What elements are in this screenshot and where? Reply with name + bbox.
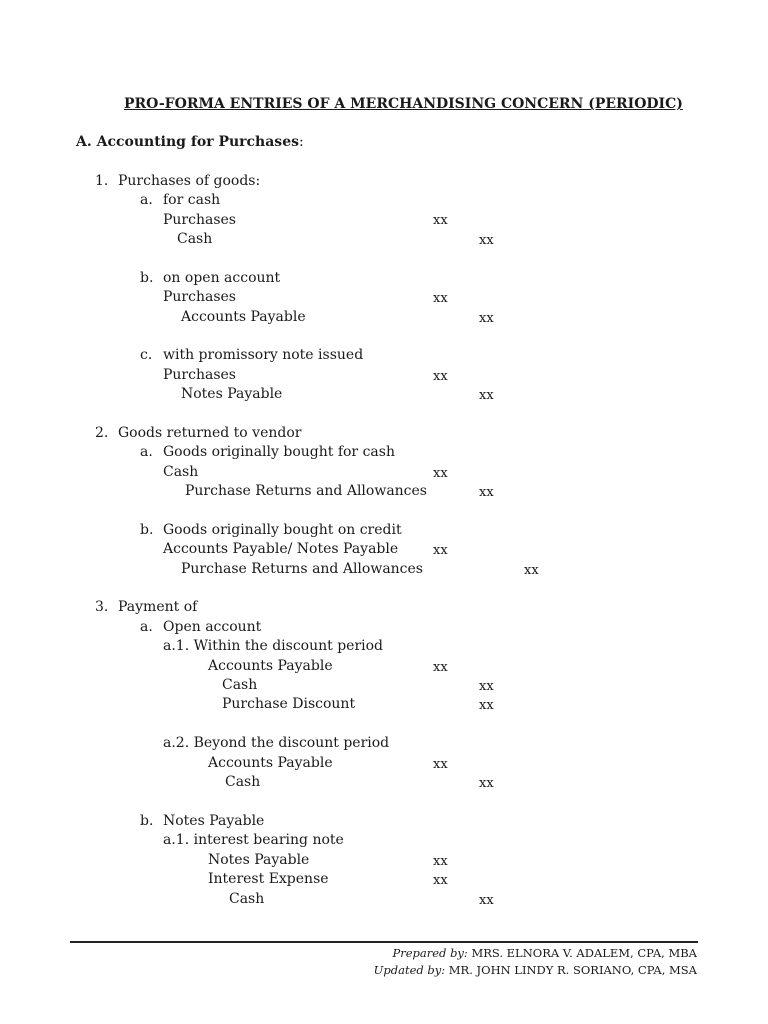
- section-a-colon: :: [298, 134, 304, 150]
- item-3a1-text: a.1. Within the discount period: [163, 638, 384, 654]
- item-1a-mark: a.: [140, 192, 153, 208]
- item-1-text: Purchases of goods:: [118, 173, 261, 189]
- item-3a1-credit-account-1: Cash: [222, 677, 258, 693]
- section-a-heading-text: A. Accounting for Purchases: [76, 134, 299, 150]
- item-3a1-credit-amount-1: xx: [479, 679, 494, 694]
- item-1-number: 1.: [95, 173, 109, 189]
- item-2b-credit-amount: xx: [524, 563, 539, 578]
- item-3b1-debit-account-1: Notes Payable: [208, 852, 310, 868]
- section-a-heading: [76, 133, 304, 151]
- page-title: PRO-FORMA ENTRIES OF A MERCHANDISING CONCERN (PERIODIC): [124, 96, 683, 112]
- item-1c-debit-amount: xx: [433, 369, 448, 384]
- item-3a2-text: a.2. Beyond the discount period: [163, 735, 390, 751]
- item-3a-mark: a.: [140, 619, 153, 635]
- item-3b1-debit-account-2: Interest Expense: [208, 871, 329, 887]
- item-3a1-credit-amount-2: xx: [479, 698, 494, 713]
- item-2b-debit-account: Accounts Payable/ Notes Payable: [163, 541, 399, 557]
- item-3a1-debit-amount: xx: [433, 660, 448, 675]
- item-1b-debit-account: Purchases: [163, 289, 236, 305]
- updated-by-label: Updated by:: [373, 963, 446, 977]
- item-3a2-credit-amount: xx: [479, 776, 494, 791]
- item-3a2-credit-account: Cash: [225, 774, 261, 790]
- item-2-number: 2.: [95, 425, 109, 441]
- item-2b-mark: b.: [140, 522, 154, 538]
- item-1a-debit-amount: xx: [433, 213, 448, 228]
- item-3b1-debit-amount-2: xx: [433, 873, 448, 888]
- updated-by-name: MR. JOHN LINDY R. SORIANO, CPA, MSA: [445, 963, 697, 977]
- item-1a-credit-account: Cash: [177, 231, 213, 247]
- item-1a-credit-amount: xx: [479, 233, 494, 248]
- footer-divider: [70, 941, 698, 943]
- item-1c-text: with promissory note issued: [163, 347, 364, 363]
- item-2-text: Goods returned to vendor: [118, 425, 302, 441]
- item-1b-credit-account: Accounts Payable: [181, 309, 306, 325]
- item-3a-text: Open account: [163, 619, 262, 635]
- item-1b-mark: b.: [140, 270, 154, 286]
- footer-updated-by: [374, 963, 697, 978]
- item-2a-debit-amount: xx: [433, 466, 448, 481]
- item-3b-text: Notes Payable: [163, 813, 265, 829]
- item-3a2-debit-amount: xx: [433, 757, 448, 772]
- prepared-by-label: Prepared by:: [392, 946, 468, 960]
- item-1c-mark: c.: [140, 347, 153, 363]
- item-1c-debit-account: Purchases: [163, 367, 236, 383]
- item-1b-text: on open account: [163, 270, 281, 286]
- item-3-text: Payment of: [118, 599, 198, 615]
- item-2a-credit-account: Purchase Returns and Allowances: [185, 483, 427, 499]
- item-1c-credit-account: Notes Payable: [181, 386, 283, 402]
- item-3a2-debit-account: Accounts Payable: [208, 755, 333, 771]
- item-3b1-text: a.1. interest bearing note: [163, 832, 344, 848]
- item-1b-debit-amount: xx: [433, 291, 448, 306]
- prepared-by-name: MRS. ELNORA V. ADALEM, CPA, MBA: [467, 946, 697, 960]
- item-3b-mark: b.: [140, 813, 154, 829]
- item-3a1-credit-account-2: Purchase Discount: [222, 696, 356, 712]
- item-3a1-debit-account: Accounts Payable: [208, 658, 333, 674]
- item-2b-text: Goods originally bought on credit: [163, 522, 402, 538]
- item-3b1-debit-amount-1: xx: [433, 854, 448, 869]
- item-2a-mark: a.: [140, 444, 153, 460]
- item-1c-credit-amount: xx: [479, 388, 494, 403]
- item-2b-credit-account: Purchase Returns and Allowances: [181, 561, 423, 577]
- item-2a-text: Goods originally bought for cash: [163, 444, 395, 460]
- item-3-number: 3.: [95, 599, 109, 615]
- item-1a-text: for cash: [163, 192, 221, 208]
- item-3b1-credit-account: Cash: [229, 891, 265, 907]
- footer-prepared-by: [392, 946, 697, 961]
- item-1b-credit-amount: xx: [479, 311, 494, 326]
- item-2b-debit-amount: xx: [433, 543, 448, 558]
- item-3b1-credit-amount: xx: [479, 893, 494, 908]
- item-2a-credit-amount: xx: [479, 485, 494, 500]
- item-1a-debit-account: Purchases: [163, 212, 236, 228]
- item-2a-debit-account: Cash: [163, 464, 199, 480]
